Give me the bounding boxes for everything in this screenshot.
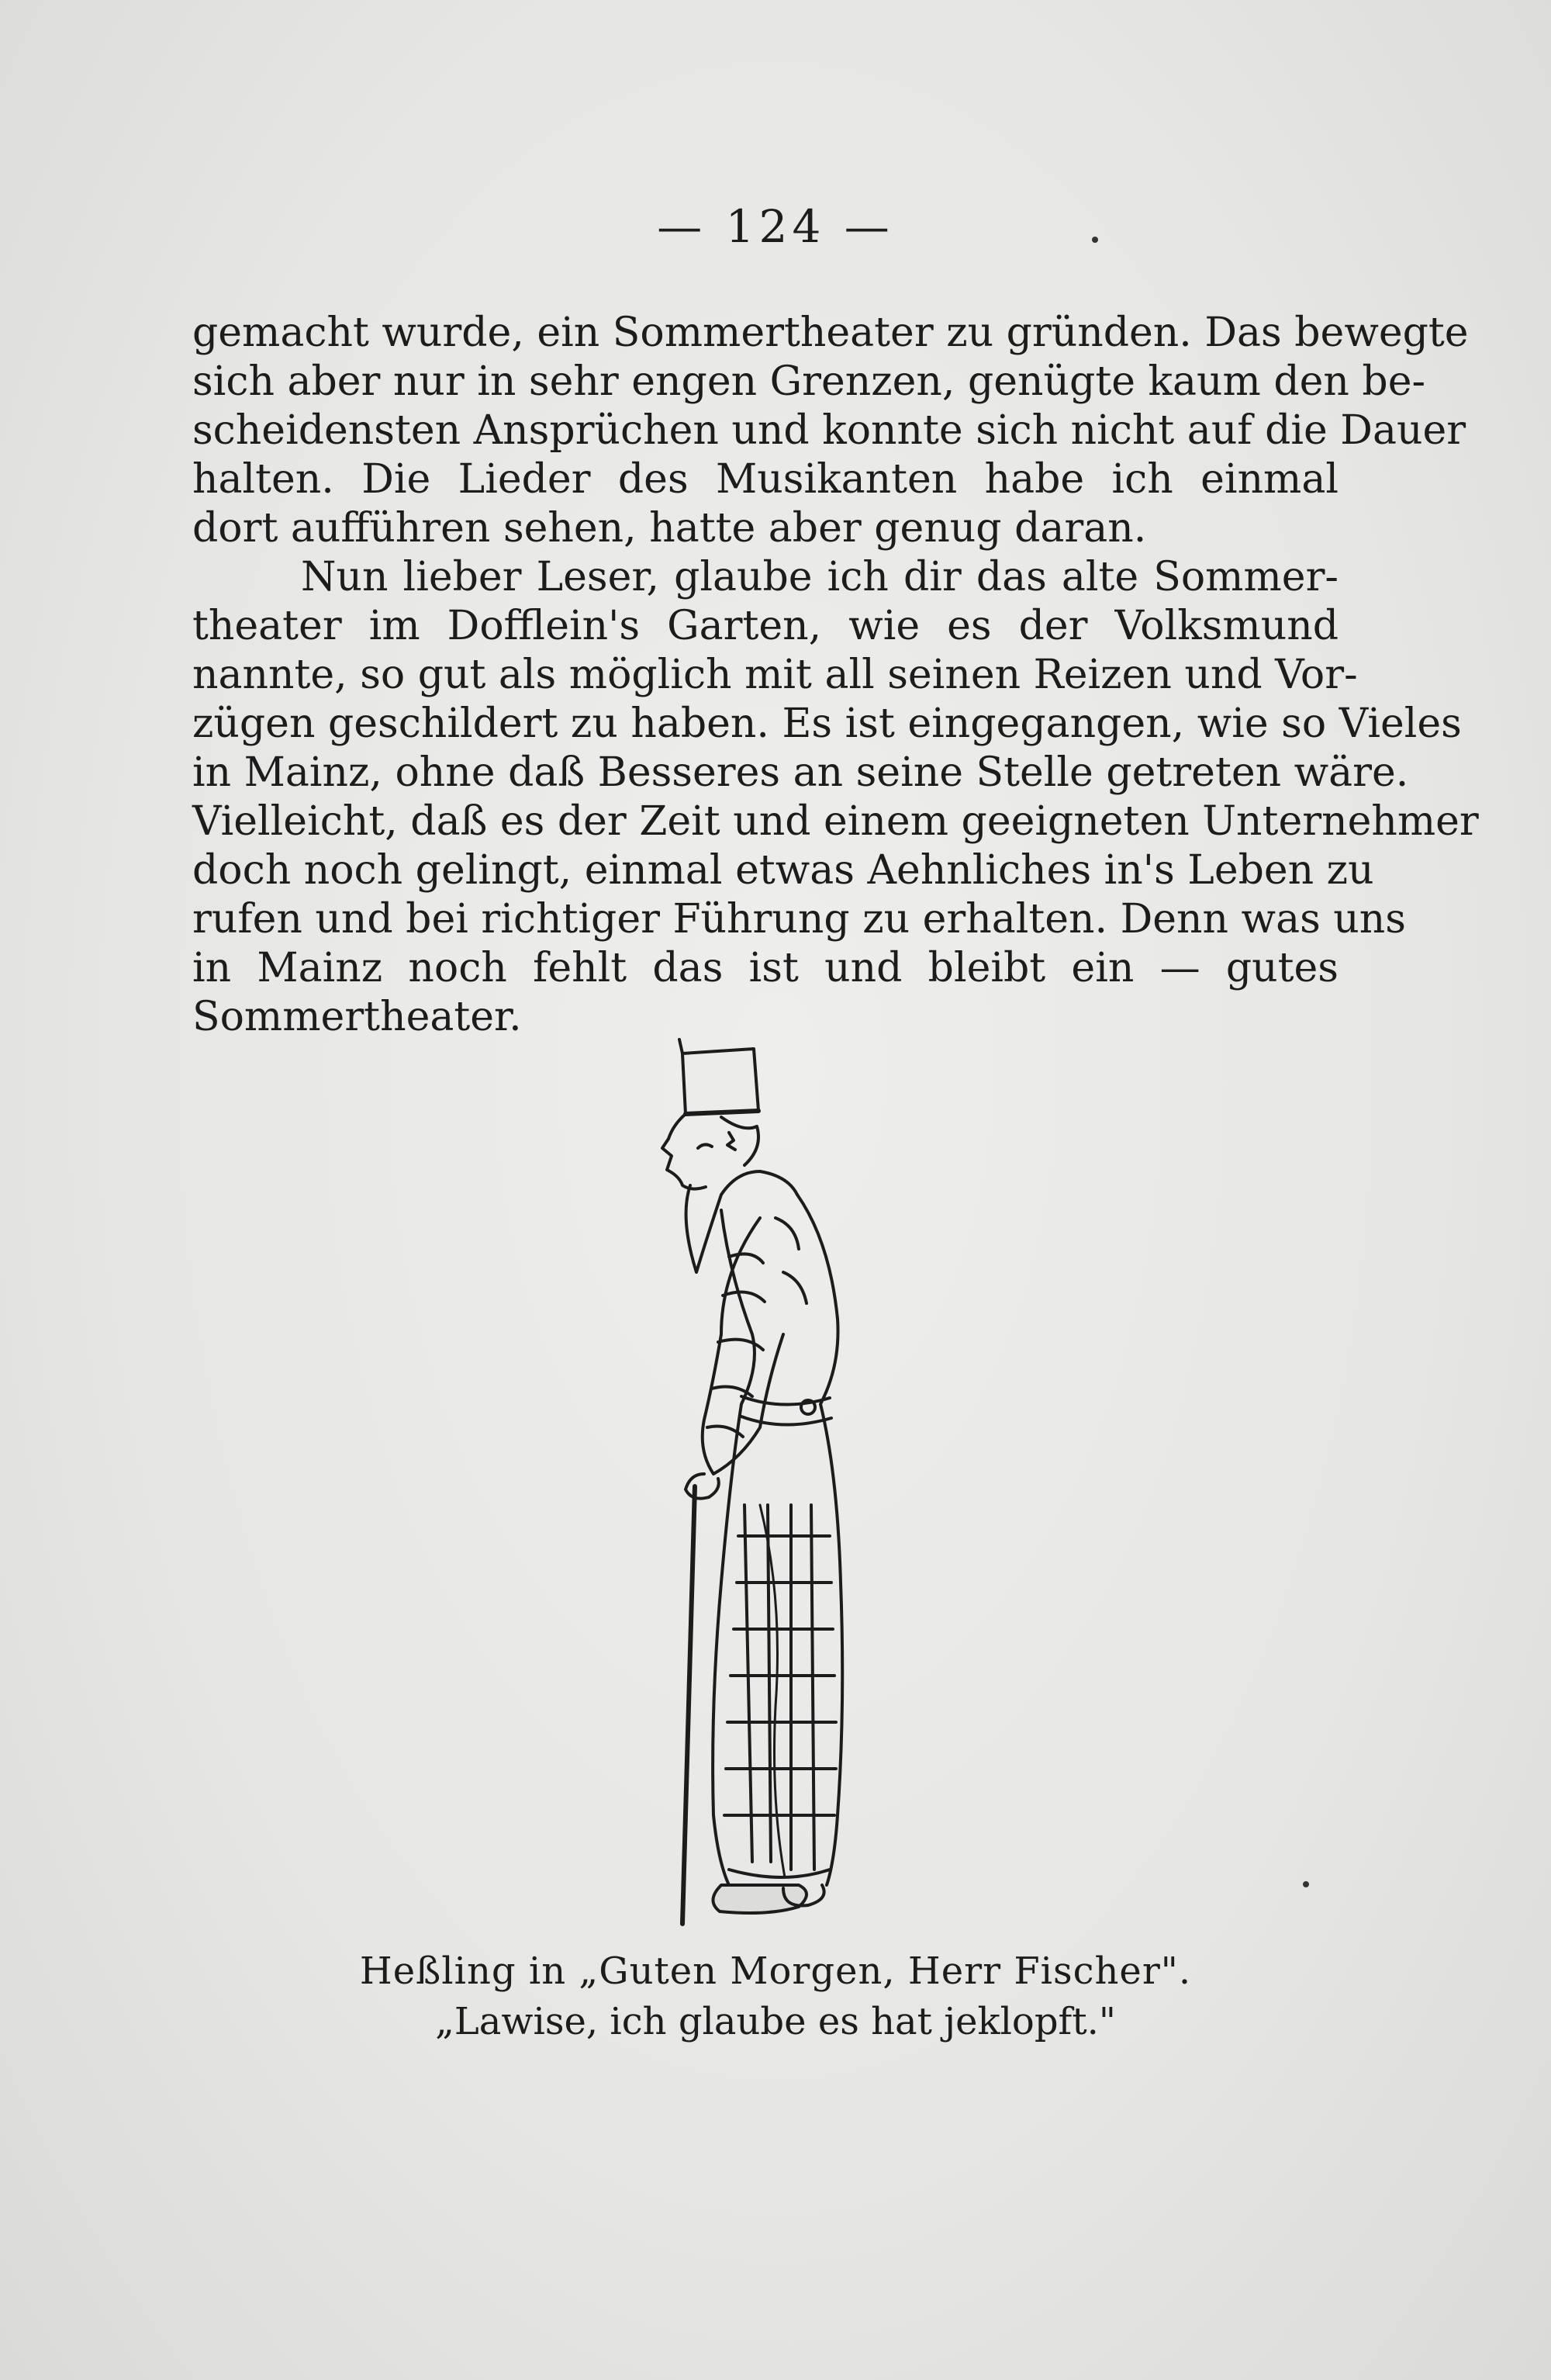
- page-number: — 124 —: [657, 200, 894, 253]
- text-line: theater im Dofflein's Garten, wie es der Volksmund: [192, 603, 1339, 649]
- coat-belt: [741, 1396, 830, 1405]
- illustration-caption-title: Heßling in „Guten Morgen, Herr Fischer".: [359, 1949, 1192, 1993]
- text-line: in Mainz noch fehlt das ist und bleibt ein — gutes: [192, 945, 1339, 991]
- text-line: gemacht wurde, ein Sommertheater zu gründen. Das bewegte: [192, 310, 1469, 356]
- fez-hat: [682, 1049, 758, 1114]
- old-man-illustration: [605, 1040, 931, 1924]
- text-line: dort aufführen sehen, hatte aber genug daran.: [192, 505, 1147, 552]
- body-text: [192, 309, 1479, 1042]
- text-line: rufen und bei richtiger Führung zu erhalten. Denn was uns: [192, 896, 1406, 943]
- walking-cane: [682, 1486, 695, 1924]
- text-line: Sommertheater.: [192, 994, 522, 1040]
- shoes: [713, 1885, 807, 1913]
- text-line: in Mainz, ohne daß Besseres an seine Stelle getreten wäre.: [192, 749, 1409, 796]
- ink-speck: [1092, 237, 1098, 243]
- illustration-caption-quote: „Lawise, ich glaube es hat jeklopft.": [435, 2000, 1116, 2043]
- text-line: doch noch gelingt, einmal etwas Aehnliches in's Leben zu: [192, 847, 1374, 894]
- text-line: Nun lieber Leser, glaube ich dir das alte Sommer-: [301, 554, 1339, 600]
- text-line: Vielleicht, daß es der Zeit und einem geeigneten Unternehmer: [192, 798, 1479, 845]
- hand: [686, 1474, 719, 1499]
- text-line: scheidensten Ansprüchen und konnte sich nicht auf die Dauer: [192, 407, 1466, 454]
- ink-speck: [1303, 1881, 1309, 1887]
- head-profile: [662, 1114, 706, 1189]
- text-line: zügen geschildert zu haben. Es ist eingegangen, wie so Vieles: [192, 701, 1462, 747]
- coat-front: [713, 1210, 755, 1885]
- text-line: nannte, so gut als möglich mit all seinen Reizen und Vor-: [192, 652, 1358, 698]
- text-line: halten. Die Lieder des Musikanten habe ich einmal: [192, 456, 1339, 503]
- text-line: sich aber nur in sehr engen Grenzen, genügte kaum den be-: [192, 358, 1426, 405]
